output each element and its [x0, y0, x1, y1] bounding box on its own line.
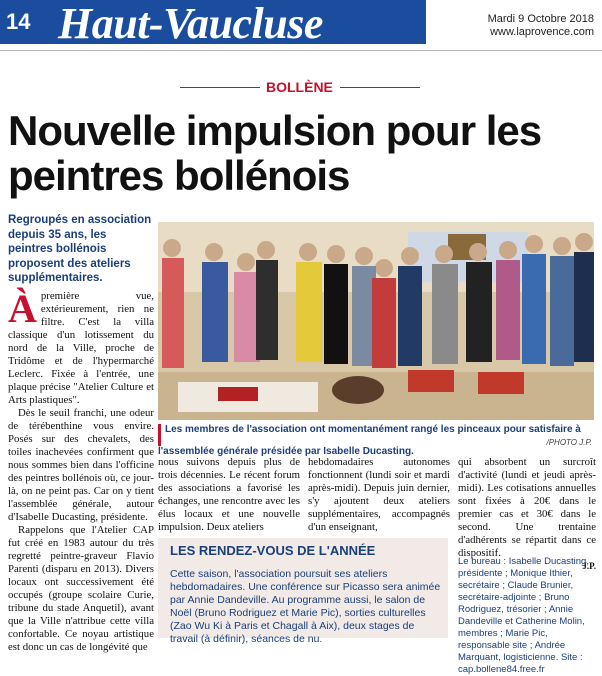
kicker: BOLLÈNE	[266, 79, 333, 95]
group-photo	[158, 222, 594, 420]
section-title: Haut-Vaucluse	[58, 0, 323, 48]
headline: Nouvelle impulsion pour les peintres bollénois	[8, 107, 542, 199]
photo-credit: /PHOTO J.P.	[546, 438, 592, 447]
body-column-3	[308, 456, 450, 534]
section-banner	[0, 0, 426, 48]
group-photo-illustration	[158, 222, 594, 420]
photo-caption-text: Les membres de l'association ont momentanément rangé les pinceaux pour satisfaire à l'assemblée générale présidée par Isabelle Ducasting.	[158, 424, 581, 457]
body-paragraph-1-text: première vue, extérieurement, rien ne filtre. C'est la villa classique d'un lotissement du nord de la Ville, proche de Tridôme et de l'hypermarché Leclerc. Fixée à l'entrée, une plaque précise "Atelier Culture et Arts plastiques".	[8, 290, 154, 406]
body-column-2	[158, 456, 300, 534]
page-number: 14	[6, 9, 31, 34]
photo-caption	[158, 424, 594, 458]
body-paragraph-5: hebdomadaires autonomes fonctionnent (lundi soir et mardi après-midi). Depuis juin dernier, s'y ajoutent deux ateliers supplémentaires, accompagnés d'un enseignant,	[308, 456, 450, 533]
body-paragraph-1	[8, 286, 154, 407]
body-paragraph-6: qui absorbent un surcroît d'activité (lundi et jeudi après-midi). Les cotisations annuelles sont fixées à 20€ dans le premier cas et 30€ dans le second. Une trentaine d'adhérents se répartit dans ce dispositif.	[458, 456, 596, 559]
body-paragraph-2: Dès le seuil franchi, une odeur de térébenthine vous envire. Posés sur des chevalets, des toiles inachevées confirment que nous sommes bien dans l'officine des peintres bollénois où, ce jour-là, on ne peint pas. Car on y tient l'assemblée générale, autour d'Isabelle Ducasting, présidente.	[8, 407, 154, 523]
kicker-rule-right	[340, 87, 420, 88]
dateline	[488, 13, 594, 39]
issue-date: Mardi 9 Octobre 2018	[487, 13, 594, 25]
caption-marker	[158, 424, 161, 446]
bureau-info: Le bureau : Isabelle Ducasting, présidente ; Monique Ithier, secrétaire ; Claude Brunier, secrétaire-adjointe ; Bruno Rodriguez, trésorier ; Annie Dandeville et Catherine Molin, membres ; Marie Pic, responsable site ; Andrée Marquant, logisticienne. Site : cap.bollene84.free.fr	[458, 556, 589, 675]
drop-cap: À	[8, 286, 37, 331]
standfirst: Regroupés en association depuis 35 ans, les peintres bollénois proposent des ateliers supplémentaires.	[8, 214, 152, 284]
events-box-text: Cette saison, l'association poursuit ses ateliers hebdomadaires. Une conférence sur Picasso sera animée par Annie Dandeville. Au programme aussi, le salon de Noël (Bruno Rodriguez et Marie Pic), sorties culturelles (Zao Wu Ki à Paris et Chagall à Aix), deux stages de travail (à définir), séances de nu.	[170, 568, 441, 645]
body-paragraph-4: nous suivons depuis plus de trois décennies. Le récent forum des associations a favorisé les échanges, une rencontre avec les élus locaux et une nouvelle impulsion. Deux ateliers	[158, 456, 300, 533]
events-box-title: LES RENDEZ-VOUS DE L'ANNÉE	[170, 543, 376, 558]
body-paragraph-3: Rappelons que l'Atelier CAP fut créé en 1983 autour du très regretté peintre-graveur Flavio Parenti (disparu en 2013). Divers locaux ont successivement été occupés (groupe scolaire Curie, tribune du stade Anquetil), avant que la Ville n'attribue cette villa confortable. Ce noyau artistique est donc un cas de longévité que	[8, 524, 154, 653]
kicker-rule-left	[180, 87, 260, 88]
website: www.laprovence.com	[490, 26, 594, 38]
body-column-1	[8, 286, 154, 653]
author-signature: J.P.	[582, 561, 596, 571]
masthead-rule	[0, 50, 602, 51]
